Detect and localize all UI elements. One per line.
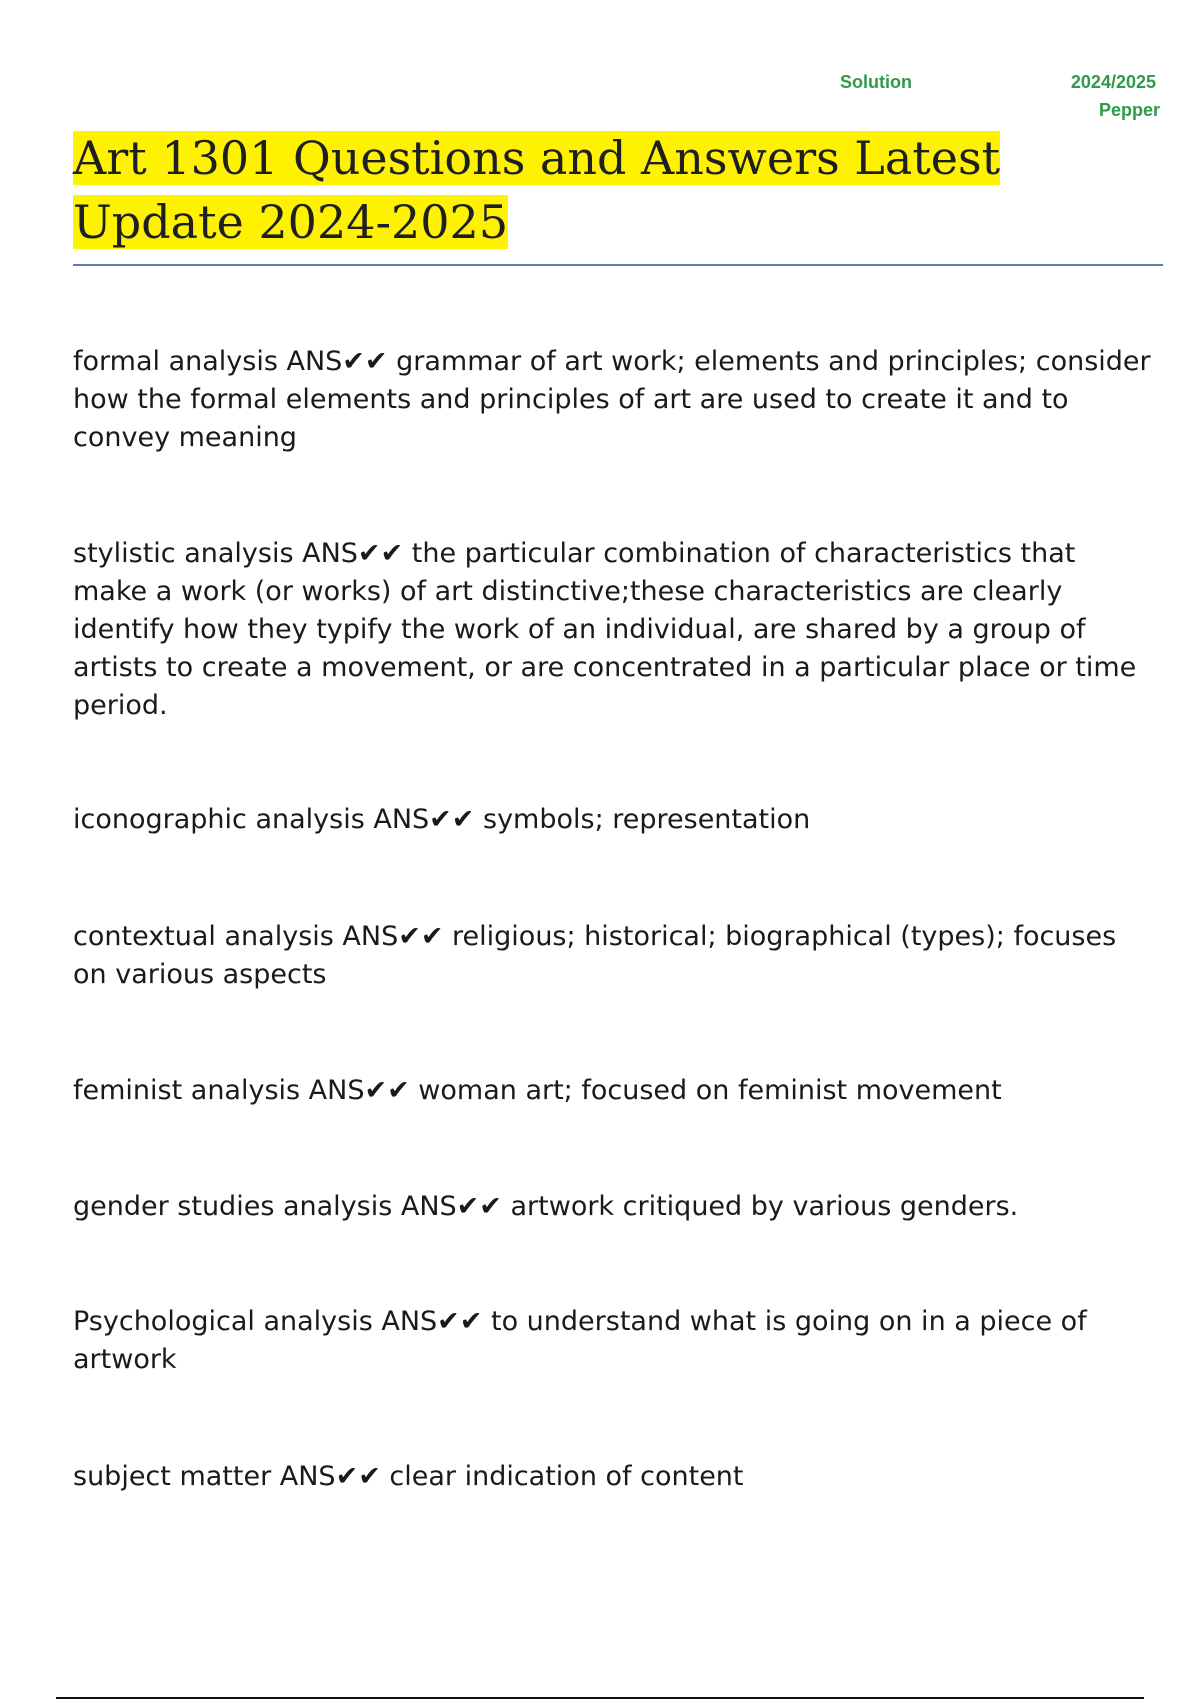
qa-item-iconographic-analysis: iconographic analysis ANS✔✔ symbols; representation	[73, 804, 811, 835]
qa-item-gender-studies-analysis: gender studies analysis ANS✔✔ artwork critiqued by various genders.	[73, 1191, 1019, 1222]
page-title-text: Art 1301 Questions and Answers Latest Update 2024-2025	[73, 131, 1001, 249]
qa-item-formal-analysis: formal analysis ANS✔✔ grammar of art work; elements and principles; consider how the formal elements and principles of art are used to create it and to convey meaning	[73, 346, 1151, 453]
qa-item-psychological-analysis: Psychological analysis ANS✔✔ to understand what is going on in a piece of artwork	[73, 1306, 1087, 1375]
qa-item-stylistic-analysis: stylistic analysis ANS✔✔ the particular combination of characteristics that make a work (or works) of art distinctive;these characteristics are clearly identify how they typify the work of an individual, are shared by a group of artists to create a movement, or are concentrated in a particular place or time period.	[73, 538, 1137, 721]
qa-item-subject-matter: subject matter ANS✔✔ clear indication of content	[73, 1461, 744, 1492]
qa-item-contextual-analysis: contextual analysis ANS✔✔ religious; historical; biographical (types); focuses on various aspects	[73, 921, 1117, 990]
header-author-label: Pepper	[1098, 100, 1160, 120]
footer-divider	[56, 1697, 1144, 1699]
title-block	[73, 126, 1163, 266]
qa-item-feminist-analysis: feminist analysis ANS✔✔ woman art; focused on feminist movement	[73, 1075, 1002, 1106]
header-year-label: 2024/2025	[1070, 72, 1156, 92]
header-solution-label: Solution	[840, 72, 912, 92]
document-header	[840, 72, 1160, 132]
page-title	[73, 126, 1163, 254]
